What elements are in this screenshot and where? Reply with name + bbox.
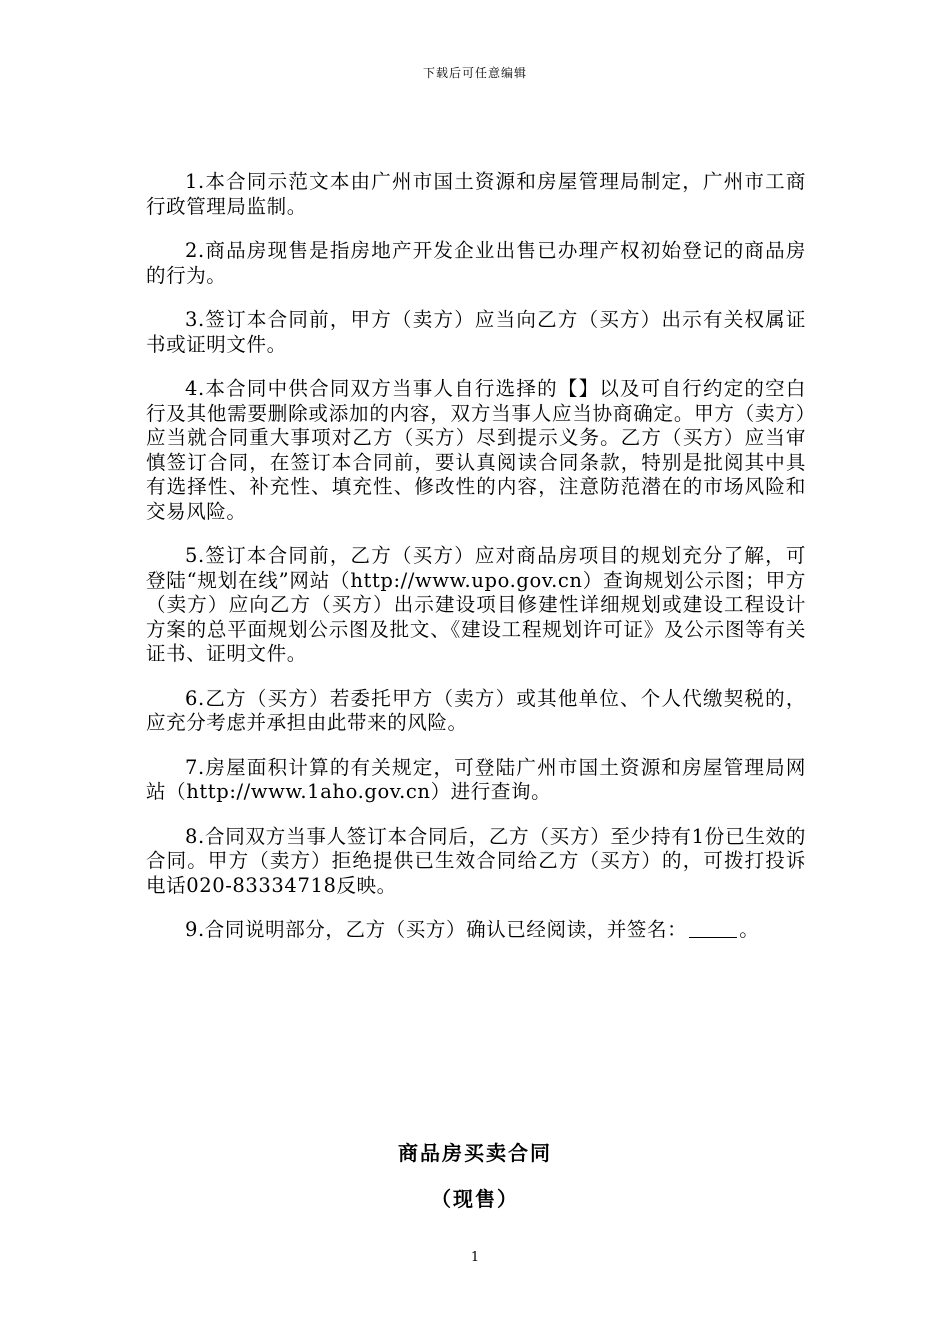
- paragraph-9-text: 9.合同说明部分，乙方（买方）确认已经阅读，并签名：: [185, 918, 688, 941]
- paragraph-5: 5.签订本合同前，乙方（买方）应对商品房项目的规划充分了解，可登陆“规划在线”网站（http://www.upo.gov.cn）查询规划公示图；甲方（卖方）应向乙方（买方）出示建设项目修建性详细规划或建设工程设计方案的总平面规划公示图及批文、《建设工程规划许可证》及公示图等有关证书、证明文件。: [146, 544, 806, 665]
- page-header: 下载后可任意编辑: [422, 66, 527, 80]
- page-number: 1: [470, 1250, 480, 1265]
- paragraph-4: 4.本合同中供合同双方当事人自行选择的【】以及可自行约定的空白行及其他需要删除或添加的内容，双方当事人应当协商确定。甲方（卖方）应当就合同重大事项对乙方（买方）尽到提示义务。乙方（买方）应当审慎签订合同，在签订本合同前，要认真阅读合同条款，特别是批阅其中具有选择性、补充性、填充性、修改性的内容，注意防范潜在的市场风险和交易风险。: [146, 377, 806, 523]
- paragraph-9-end: 。: [739, 918, 760, 941]
- paragraph-2: 2.商品房现售是指房地产开发企业出售已办理产权初始登记的商品房的行为。: [146, 239, 806, 287]
- paragraph-6: 6.乙方（买方）若委托甲方（卖方）或其他单位、个人代缴契税的，应充分考虑并承担由此带来的风险。: [146, 686, 806, 734]
- paragraph-1: 1.本合同示范文本由广州市国土资源和房屋管理局制定，广州市工商行政管理局监制。: [146, 170, 806, 218]
- paragraph-8: 8.合同双方当事人签订本合同后，乙方（买方）至少持有1份已生效的合同。甲方（卖方）拒绝提供已生效合同给乙方（买方）的，可拨打投诉电话020-83334718反映。: [146, 824, 806, 897]
- paragraph-3: 3.签订本合同前，甲方（卖方）应当向乙方（买方）出示有关权属证书或证明文件。: [146, 308, 806, 356]
- paragraph-9: [146, 918, 806, 943]
- contract-subtitle: （现售）: [431, 1187, 519, 1211]
- contract-title: 商品房买卖合同: [398, 1141, 552, 1165]
- signature-blank[interactable]: [689, 919, 737, 938]
- paragraph-7: 7.房屋面积计算的有关规定，可登陆广州市国土资源和房屋管理局网站（http://www.1aho.gov.cn）进行查询。: [146, 755, 806, 803]
- document-body: [146, 170, 806, 963]
